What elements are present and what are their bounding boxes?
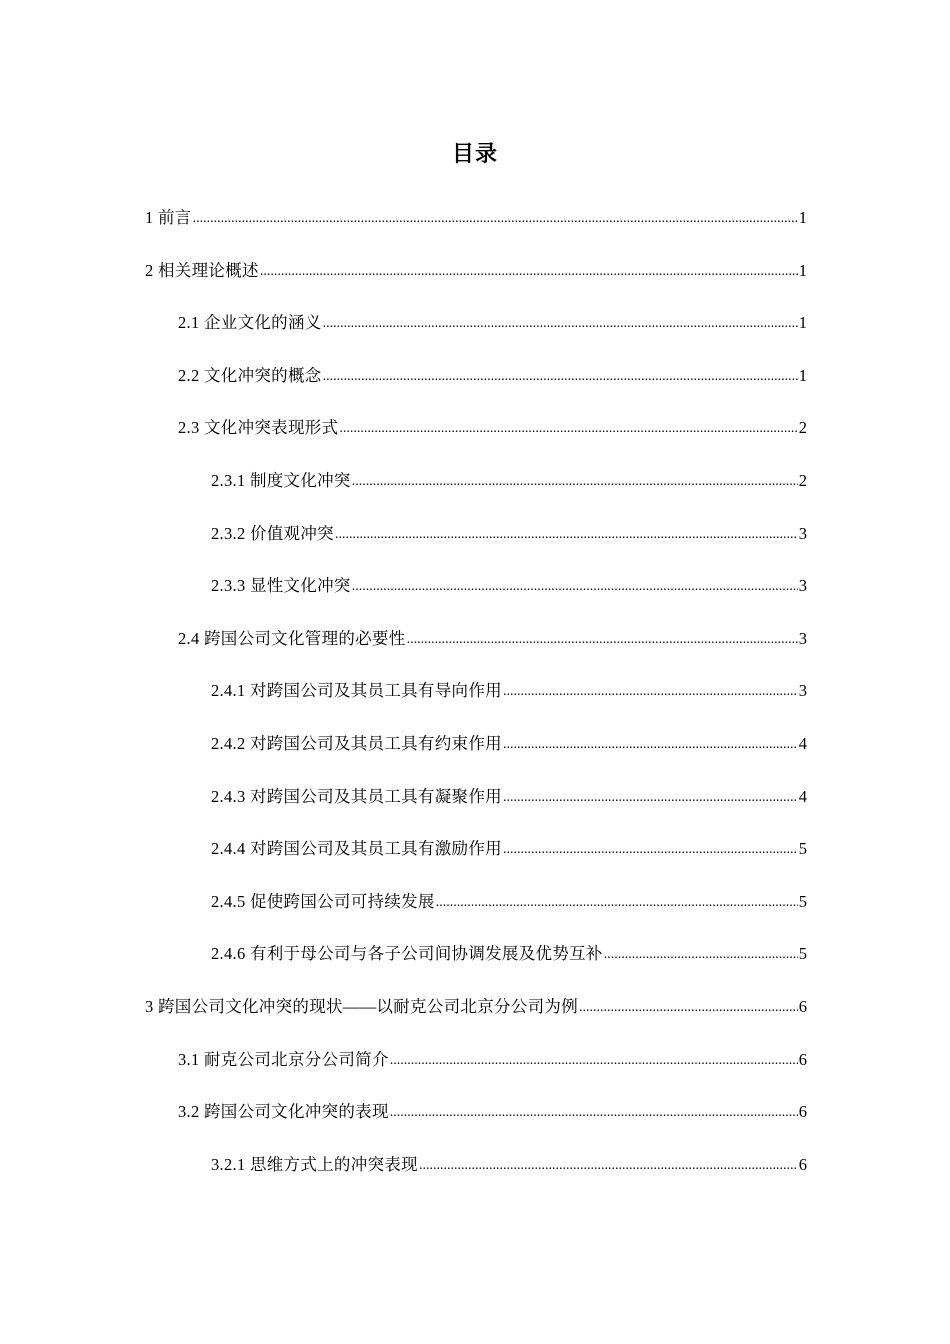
toc-entry-number: 3: [145, 997, 154, 1016]
toc-dot-leader: [503, 838, 798, 860]
toc-entry-text: 文化冲突的概念: [203, 365, 322, 385]
toc-page-number: 6: [798, 1102, 807, 1122]
toc-entry-label: [211, 470, 351, 492]
toc-entry-number: 2.4: [178, 628, 200, 648]
toc-entry-text: 显性文化冲突: [249, 576, 351, 596]
toc-entry-label: [145, 207, 192, 229]
toc-entry-text: 跨国公司文化冲突的现状——以耐克公司北京分公司为例: [158, 997, 578, 1016]
toc-entry[interactable]: [178, 1093, 807, 1123]
toc-entry-text: 对跨国公司及其员工具有凝聚作用: [249, 786, 502, 806]
toc-entry-text: 耐克公司北京分公司简介: [203, 1049, 389, 1069]
toc-entry-number: 2.4.5: [211, 891, 246, 911]
toc-dot-leader: [407, 628, 798, 650]
toc-entry-label: [145, 996, 578, 1018]
toc-page-number: 5: [798, 839, 807, 859]
toc-entry-number: 2.4.2: [211, 734, 246, 753]
toc-page-number: 1: [798, 208, 807, 227]
toc-page-number: 3: [798, 681, 807, 701]
toc-entry[interactable]: [178, 1041, 807, 1071]
toc-entry[interactable]: [211, 515, 807, 545]
toc-page-number: 4: [798, 734, 807, 753]
toc-dot-leader: [503, 733, 798, 755]
toc-dot-leader: [339, 417, 797, 439]
toc-entry[interactable]: [178, 304, 807, 334]
toc-entry-number: 2.3: [178, 418, 200, 438]
toc-entry-label: [178, 417, 338, 439]
toc-entry-label: [178, 1101, 389, 1123]
toc-entry[interactable]: [211, 462, 807, 492]
toc-entry[interactable]: [211, 725, 807, 755]
toc-entry[interactable]: [178, 409, 807, 439]
toc-entry-text: 前言: [158, 208, 192, 227]
toc-entry-number: 3.1: [178, 1049, 200, 1069]
toc-page-number: 6: [798, 1154, 807, 1174]
toc-entry[interactable]: [145, 252, 807, 282]
toc-entry-text: 企业文化的涵义: [203, 313, 322, 333]
toc-entry-number: 2.3.3: [211, 576, 246, 596]
toc-entry-text: 思维方式上的冲突表现: [249, 1154, 418, 1174]
toc-entry[interactable]: [211, 883, 807, 913]
toc-entry-label: [178, 365, 322, 387]
toc-entry[interactable]: [211, 1146, 807, 1176]
toc-entry-number: 3.2.1: [211, 1154, 246, 1174]
toc-entry-number: 2: [145, 260, 154, 280]
toc-page-number: 5: [798, 891, 807, 911]
toc-entry-text: 制度文化冲突: [249, 471, 351, 490]
toc-entry-text: 价值观冲突: [249, 523, 334, 543]
toc-entry-text: 跨国公司文化管理的必要性: [203, 628, 406, 648]
toc-entry-number: 2.2: [178, 365, 200, 385]
toc-entry-label: [211, 786, 502, 808]
toc-dot-leader: [503, 680, 798, 702]
toc-entry[interactable]: [211, 778, 807, 808]
toc-dot-leader: [335, 523, 798, 545]
toc-dot-leader: [352, 470, 798, 492]
toc-entry-label: [211, 1154, 418, 1176]
toc-entry-label: [211, 575, 351, 597]
toc-entry-label: [211, 891, 435, 913]
toc-entry-label: [211, 733, 502, 755]
toc-dot-leader: [390, 1049, 798, 1071]
toc-entry-label: [178, 312, 322, 334]
toc-entry[interactable]: [211, 672, 807, 702]
toc-entry-label: [178, 628, 406, 650]
toc-page-number: 1: [798, 313, 807, 333]
toc-dot-leader: [323, 312, 798, 334]
toc-entry-label: [211, 523, 334, 545]
toc-page-number: 6: [798, 1049, 807, 1069]
toc-entry-label: [211, 838, 502, 860]
toc-entry-text: 对跨国公司及其员工具有激励作用: [249, 839, 502, 859]
toc-dot-leader: [352, 575, 798, 597]
toc-entry-text: 跨国公司文化冲突的表现: [203, 1102, 389, 1122]
toc-dot-leader: [323, 365, 798, 387]
toc-entry-number: 1: [145, 208, 154, 227]
toc-entry-text: 对跨国公司及其员工具有约束作用: [249, 734, 502, 753]
toc-entry-number: 2.3.1: [211, 471, 246, 490]
toc-page-number: 2: [798, 471, 807, 490]
toc-entry-label: [178, 1049, 389, 1071]
toc-entry-number: 2.1: [178, 313, 200, 333]
toc-entry[interactable]: [145, 988, 807, 1018]
toc-entry[interactable]: [211, 567, 807, 597]
toc-entry[interactable]: [178, 620, 807, 650]
toc-entry-text: 有利于母公司与各子公司间协调发展及优势互补: [249, 944, 603, 964]
toc-entry[interactable]: [211, 830, 807, 860]
page-title: 目录: [451, 142, 498, 167]
toc-page-number: 4: [798, 786, 807, 806]
toc-page-number: 3: [798, 576, 807, 596]
toc-entry-text: 促使跨国公司可持续发展: [249, 891, 435, 911]
toc-entry-text: 相关理论概述: [158, 260, 259, 280]
toc-page-number: 3: [798, 628, 807, 648]
toc-dot-leader: [436, 891, 798, 913]
toc-entry-label: [145, 260, 259, 282]
toc-entry-number: 2.4.4: [211, 839, 246, 859]
toc-entry-number: 2.4.3: [211, 786, 246, 806]
toc-entry-number: 2.4.6: [211, 944, 246, 964]
toc-dot-leader: [503, 786, 798, 808]
toc-entry-text: 对跨国公司及其员工具有导向作用: [249, 681, 502, 701]
toc-entry[interactable]: [145, 199, 807, 229]
toc-page-number: 1: [798, 365, 807, 385]
toc-entry-number: 2.4.1: [211, 681, 246, 701]
toc-page-number: 2: [798, 418, 807, 438]
toc-entry-number: 3.2: [178, 1102, 200, 1122]
toc-page-number: 6: [798, 997, 807, 1016]
toc-dot-leader: [579, 996, 798, 1018]
toc-page-number: 3: [798, 523, 807, 543]
toc-entry[interactable]: [211, 935, 807, 965]
toc-dot-leader: [193, 207, 798, 229]
toc-entry-label: [211, 680, 502, 702]
toc-entry-number: 2.3.2: [211, 523, 246, 543]
toc-dot-leader: [260, 260, 798, 282]
toc-dot-leader: [604, 943, 798, 965]
toc-dot-leader: [390, 1101, 798, 1123]
toc-entry[interactable]: [178, 357, 807, 387]
toc-page-number: 1: [798, 260, 807, 280]
toc-entry-text: 文化冲突表现形式: [203, 418, 339, 438]
toc-entry-label: [211, 943, 603, 965]
toc-dot-leader: [419, 1154, 798, 1176]
toc-page-number: 5: [798, 944, 807, 964]
